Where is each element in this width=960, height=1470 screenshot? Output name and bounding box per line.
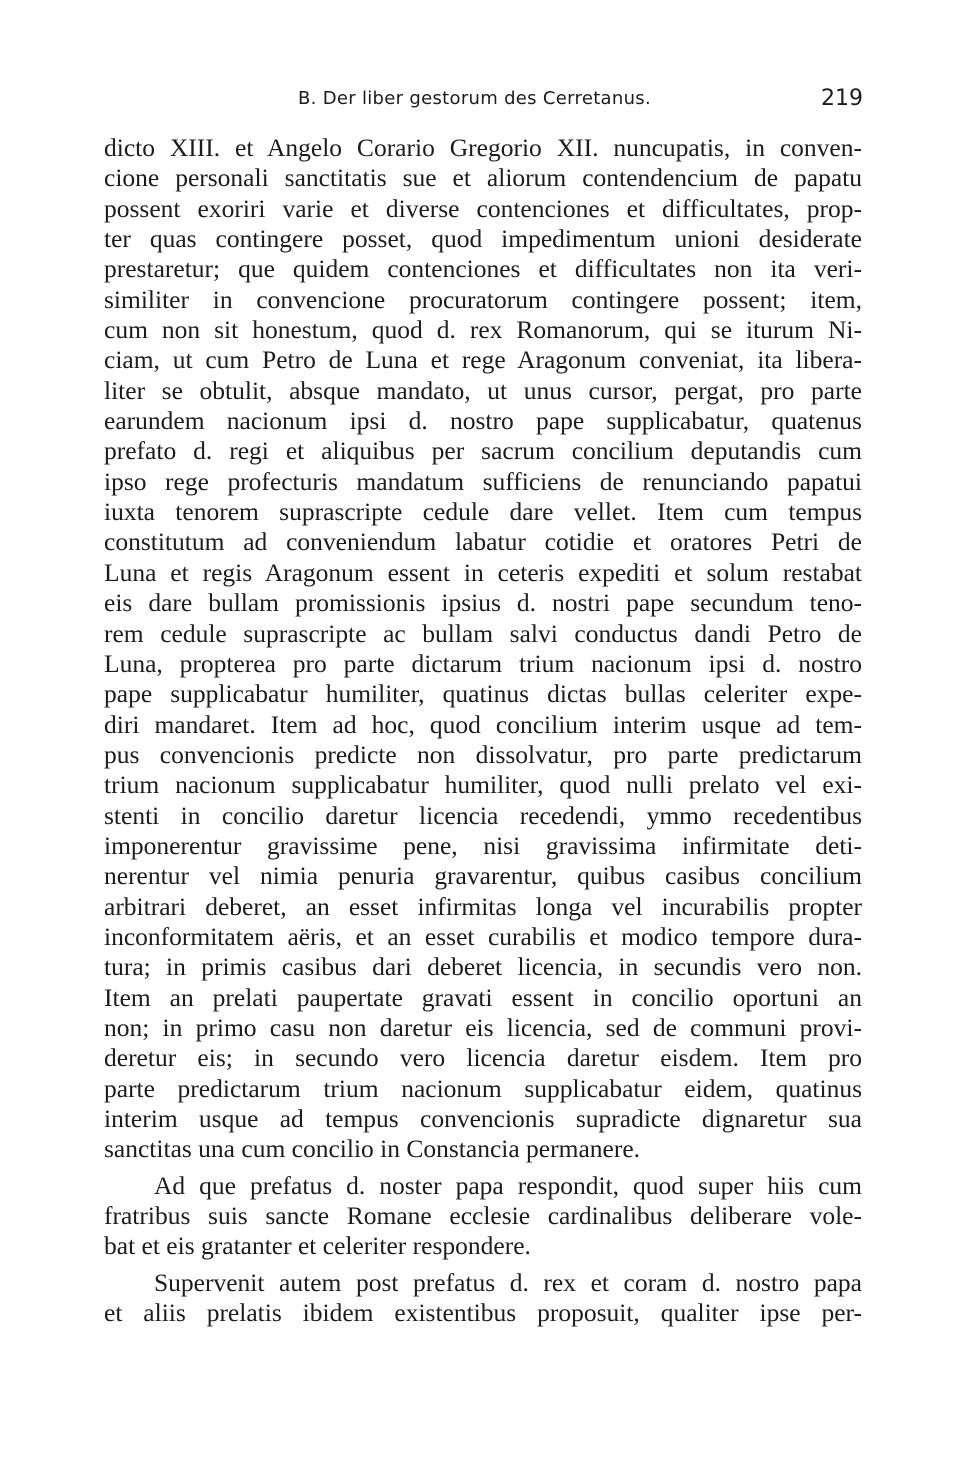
text-line: diri mandaret. Item ad hoc, quod concilium interim usque ad tem-	[104, 709, 862, 739]
text-line: iuxta tenorem suprascripte cedule dare vellet. Item cum tempus	[104, 497, 862, 527]
text-line: liter se obtulit, absque mandato, ut unus cursor, pergat, pro parte	[104, 375, 862, 405]
text-line: Supervenit autem post prefatus d. rex et coram d. nostro papa	[154, 1267, 862, 1297]
text-line: stenti in concilio daretur licencia recedendi, ymmo recedentibus	[104, 800, 862, 830]
text-line: prefato d. regi et aliquibus per sacrum concilium deputandis cum	[104, 436, 862, 466]
text-line: constitutum ad conveniendum labatur cotidie et oratores Petri de	[104, 527, 862, 557]
text-line: et aliis prelatis ibidem existentibus proposuit, qualiter ipse per-	[104, 1298, 862, 1328]
text-line: deretur eis; in secundo vero licencia daretur eisdem. Item pro	[104, 1043, 862, 1073]
text-line: cione personali sanctitatis sue et aliorum contendencium de papatu	[104, 163, 862, 193]
text-line: Luna et regis Aragonum essent in ceteris expediti et solum restabat	[104, 557, 862, 587]
text-line: Ad que prefatus d. noster papa respondit, quod super hiis cum	[154, 1170, 862, 1200]
text-line: earundem nacionum ipsi d. nostro pape supplicabatur, quatenus	[104, 406, 862, 436]
text-line: fratribus suis sancte Romane ecclesie cardinalibus deliberare vole-	[104, 1201, 862, 1231]
text-line: arbitrari deberet, an esset infirmitas longa vel incurabilis propter	[104, 891, 862, 921]
text-line: possent exoriri varie et diverse contenciones et difficultates, prop-	[104, 193, 862, 223]
text-line: Item an prelati paupertate gravati essent in concilio oportuni an	[104, 982, 862, 1012]
text-line: interim usque ad tempus convencionis supradicte dignaretur sua	[104, 1104, 862, 1133]
text-line: inconformitatem aëris, et an esset curabilis et modico tempore dura-	[104, 921, 862, 951]
text-line: pape supplicabatur humiliter, quatinus dictas bullas celeriter expe-	[104, 679, 862, 709]
text-line: trium nacionum supplicabatur humiliter, quod nulli prelato vel exi-	[104, 770, 862, 800]
page-number: 219	[821, 86, 863, 111]
paragraph	[104, 1171, 862, 1262]
text-line: dicto XIII. et Angelo Corario Gregorio XII. nuncupatis, in conven-	[104, 133, 862, 162]
text-line: pus convencionis predicte non dissolvatur, pro parte predictarum	[104, 739, 862, 769]
running-head: B. Der liber gestorum des Cerretanus.	[298, 88, 651, 109]
text-line: eis dare bullam promissionis ipsius d. nostri pape secundum teno-	[104, 588, 862, 618]
text-line: non; in primo casu non daretur eis licencia, sed de communi provi-	[104, 1012, 862, 1042]
text-line: ipso rege profecturis mandatum sufficiens de renunciando papatui	[104, 466, 862, 496]
text-line: ciam, ut cum Petro de Luna et rege Aragonum conveniat, ita libera-	[104, 345, 862, 375]
text-line: nerentur vel nimia penuria gravarentur, quibus casibus concilium	[104, 861, 862, 891]
text-line: rem cedule suprascripte ac bullam salvi conductus dandi Petro de	[104, 618, 862, 648]
paragraph	[104, 1268, 862, 1329]
paragraph	[104, 133, 862, 1165]
text-line: imponerentur gravissime pene, nisi gravissima infirmitate deti-	[104, 830, 862, 860]
text-line: bat et eis gratanter et celeriter respondere.	[104, 1231, 531, 1261]
page-header	[0, 84, 960, 120]
text-line: ter quas contingere posset, quod impedimentum unioni desiderate	[104, 224, 862, 254]
text-line: sanctitas una cum concilio in Constancia permanere.	[104, 1134, 641, 1164]
text-line: Luna, propterea pro parte dictarum trium nacionum ipsi d. nostro	[104, 648, 862, 678]
text-line: similiter in convencione procuratorum contingere possent; item,	[104, 284, 862, 314]
text-line: parte predictarum trium nacionum supplicabatur eidem, quatinus	[104, 1073, 862, 1103]
body-text	[104, 133, 862, 1328]
text-line: tura; in primis casibus dari deberet licencia, in secundis vero non.	[104, 952, 862, 982]
text-line: cum non sit honestum, quod d. rex Romanorum, qui se iturum Ni-	[104, 315, 862, 345]
text-line: prestaretur; que quidem contenciones et difficultates non ita veri-	[104, 254, 862, 284]
